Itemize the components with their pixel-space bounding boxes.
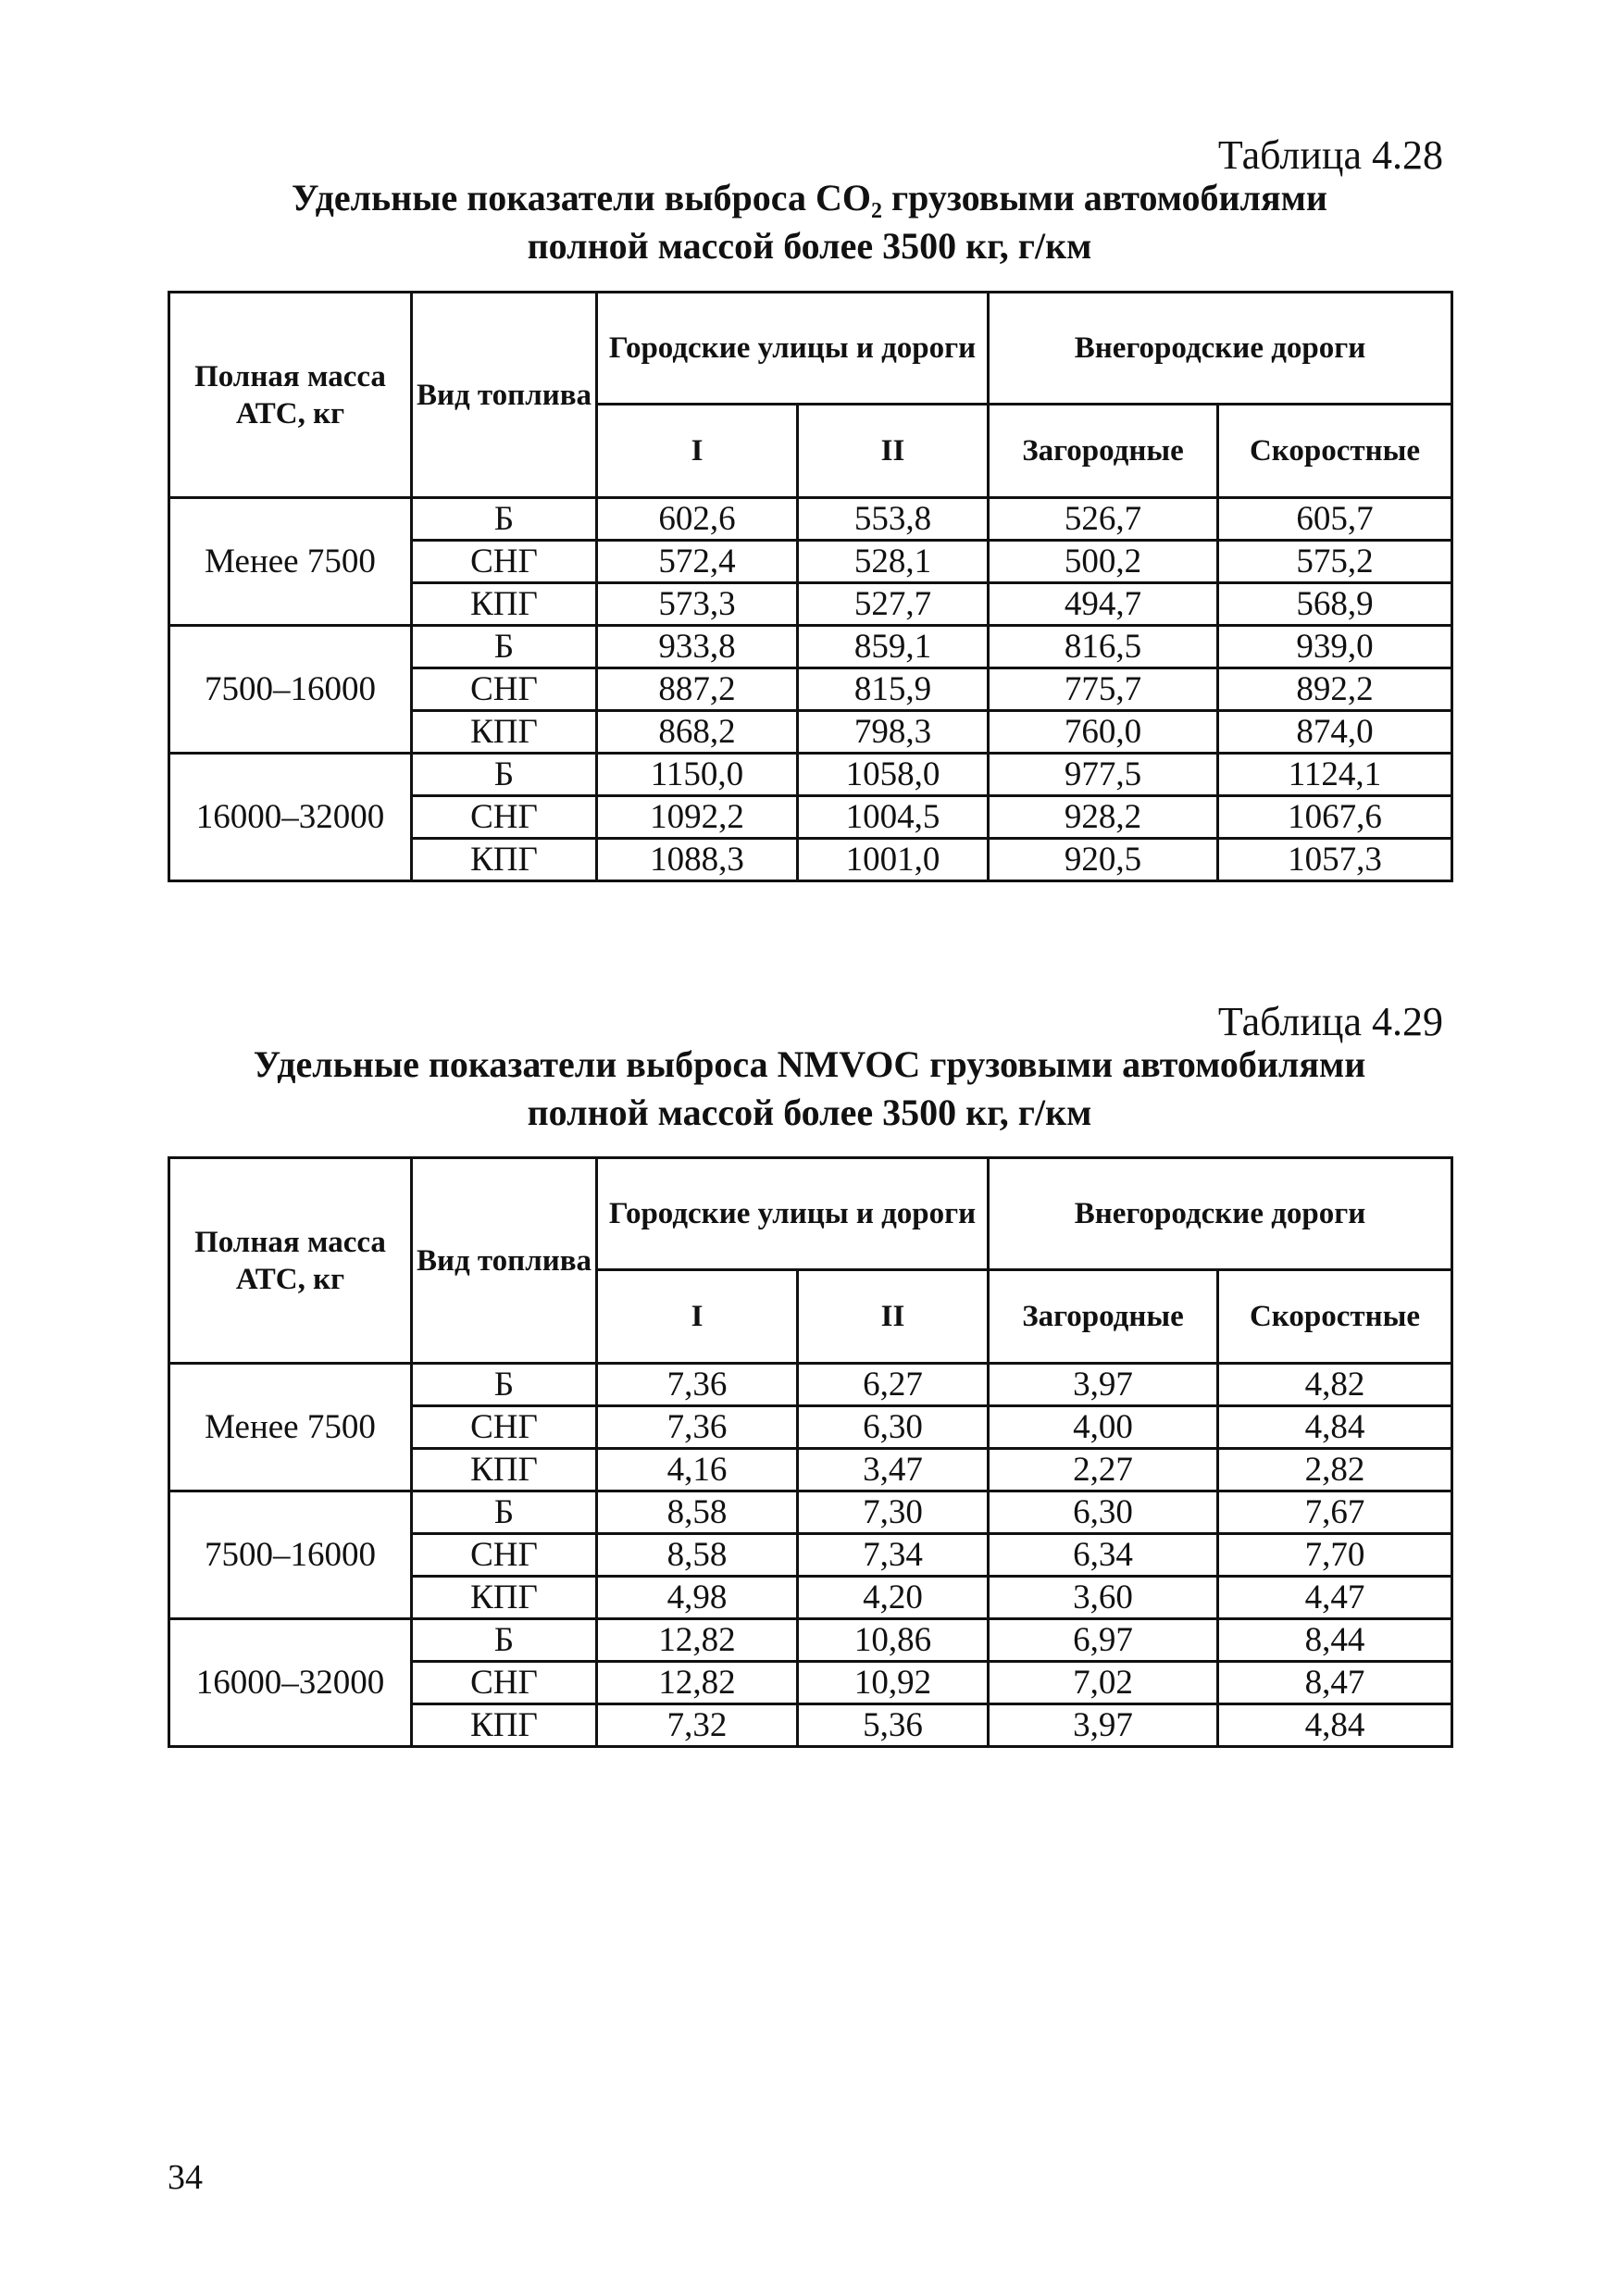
value-cell: 4,82 <box>1218 1364 1452 1406</box>
value-cell: 7,36 <box>597 1406 798 1449</box>
value-cell: 859,1 <box>798 626 989 668</box>
value-cell: 6,30 <box>989 1491 1218 1534</box>
value-cell: 892,2 <box>1218 668 1452 711</box>
value-cell: 3,97 <box>989 1704 1218 1747</box>
header-city-2: II <box>798 1270 989 1364</box>
header-city-2: II <box>798 405 989 498</box>
value-cell: 7,36 <box>597 1364 798 1406</box>
value-cell: 7,30 <box>798 1491 989 1534</box>
value-cell: 798,3 <box>798 711 989 754</box>
value-cell: 553,8 <box>798 498 989 541</box>
value-cell: 7,67 <box>1218 1491 1452 1534</box>
fuel-cell: КПГ <box>412 1704 597 1747</box>
fuel-cell: СНГ <box>412 1534 597 1577</box>
value-cell: 2,82 <box>1218 1449 1452 1491</box>
fuel-cell: КПГ <box>412 711 597 754</box>
value-cell: 3,60 <box>989 1577 1218 1619</box>
fuel-cell: Б <box>412 1619 597 1662</box>
value-cell: 12,82 <box>597 1619 798 1662</box>
fuel-cell: Б <box>412 626 597 668</box>
value-cell: 887,2 <box>597 668 798 711</box>
header-country: Загородные <box>989 405 1218 498</box>
header-fuel: Вид топлива <box>412 293 597 498</box>
value-cell: 1092,2 <box>597 796 798 839</box>
value-cell: 3,97 <box>989 1364 1218 1406</box>
value-cell: 816,5 <box>989 626 1218 668</box>
value-cell: 527,7 <box>798 583 989 626</box>
value-cell: 933,8 <box>597 626 798 668</box>
header-fuel: Вид топлива <box>412 1158 597 1364</box>
value-cell: 572,4 <box>597 541 798 583</box>
value-cell: 775,7 <box>989 668 1218 711</box>
value-cell: 7,02 <box>989 1662 1218 1704</box>
value-cell: 2,27 <box>989 1449 1218 1491</box>
value-cell: 1088,3 <box>597 839 798 881</box>
value-cell: 1057,3 <box>1218 839 1452 881</box>
value-cell: 1058,0 <box>798 754 989 796</box>
value-cell: 7,34 <box>798 1534 989 1577</box>
header-suburban: Внегородские дороги <box>989 1158 1452 1270</box>
fuel-cell: КПГ <box>412 583 597 626</box>
fuel-cell: КПГ <box>412 839 597 881</box>
emission-table <box>168 291 1453 882</box>
value-cell: 4,00 <box>989 1406 1218 1449</box>
table-row <box>169 1491 1452 1534</box>
value-cell: 4,98 <box>597 1577 798 1619</box>
header-mass: Полная масса АТС, кг <box>169 293 412 498</box>
value-cell: 8,58 <box>597 1491 798 1534</box>
value-cell: 6,97 <box>989 1619 1218 1662</box>
fuel-cell: СНГ <box>412 796 597 839</box>
value-cell: 815,9 <box>798 668 989 711</box>
mass-cell: Менее 7500 <box>169 1364 412 1491</box>
fuel-cell: СНГ <box>412 541 597 583</box>
table-label: Таблица 4.28 <box>1217 132 1443 178</box>
value-cell: 4,84 <box>1218 1406 1452 1449</box>
value-cell: 528,1 <box>798 541 989 583</box>
value-cell: 7,32 <box>597 1704 798 1747</box>
value-cell: 8,44 <box>1218 1619 1452 1662</box>
value-cell: 4,84 <box>1218 1704 1452 1747</box>
table-title-line2: полной массой более 3500 кг, г/км <box>527 1092 1092 1133</box>
header-city-1: I <box>597 1270 798 1364</box>
header-mass: Полная масса АТС, кг <box>169 1158 412 1364</box>
value-cell: 605,7 <box>1218 498 1452 541</box>
value-cell: 939,0 <box>1218 626 1452 668</box>
table-title-line2: полной массой более 3500 кг, г/км <box>527 225 1092 267</box>
value-cell: 760,0 <box>989 711 1218 754</box>
table-row <box>169 1619 1452 1662</box>
table-title-line1: Удельные показатели выброса NMVOC грузовыми автомобилями <box>253 1043 1366 1085</box>
fuel-cell: Б <box>412 1491 597 1534</box>
table-title-line1: Удельные показатели выброса CO₂ грузовыми автомобилями <box>292 177 1327 218</box>
fuel-cell: СНГ <box>412 668 597 711</box>
fuel-cell: Б <box>412 754 597 796</box>
fuel-cell: Б <box>412 1364 597 1406</box>
page-number: 34 <box>168 2158 203 2197</box>
value-cell: 6,27 <box>798 1364 989 1406</box>
table-row <box>169 1364 1452 1406</box>
value-cell: 1001,0 <box>798 839 989 881</box>
header-highway: Скоростные <box>1218 405 1452 498</box>
value-cell: 920,5 <box>989 839 1218 881</box>
value-cell: 868,2 <box>597 711 798 754</box>
table-label: Таблица 4.29 <box>1217 999 1443 1044</box>
value-cell: 575,2 <box>1218 541 1452 583</box>
mass-cell: Менее 7500 <box>169 498 412 626</box>
value-cell: 1004,5 <box>798 796 989 839</box>
value-cell: 526,7 <box>989 498 1218 541</box>
value-cell: 10,86 <box>798 1619 989 1662</box>
fuel-cell: СНГ <box>412 1406 597 1449</box>
value-cell: 500,2 <box>989 541 1218 583</box>
table-row <box>169 754 1452 796</box>
value-cell: 1124,1 <box>1218 754 1452 796</box>
value-cell: 4,16 <box>597 1449 798 1491</box>
value-cell: 6,34 <box>989 1534 1218 1577</box>
emission-table <box>168 1156 1453 1748</box>
value-cell: 1067,6 <box>1218 796 1452 839</box>
value-cell: 8,47 <box>1218 1662 1452 1704</box>
table-row <box>169 626 1452 668</box>
value-cell: 12,82 <box>597 1662 798 1704</box>
value-cell: 4,20 <box>798 1577 989 1619</box>
value-cell: 7,70 <box>1218 1534 1452 1577</box>
header-city-1: I <box>597 405 798 498</box>
value-cell: 8,58 <box>597 1534 798 1577</box>
fuel-cell: СНГ <box>412 1662 597 1704</box>
fuel-cell: КПГ <box>412 1449 597 1491</box>
value-cell: 874,0 <box>1218 711 1452 754</box>
fuel-cell: КПГ <box>412 1577 597 1619</box>
value-cell: 602,6 <box>597 498 798 541</box>
header-suburban: Внегородские дороги <box>989 293 1452 405</box>
value-cell: 3,47 <box>798 1449 989 1491</box>
value-cell: 4,47 <box>1218 1577 1452 1619</box>
header-city: Городские улицы и дороги <box>597 1158 989 1270</box>
value-cell: 5,36 <box>798 1704 989 1747</box>
value-cell: 573,3 <box>597 583 798 626</box>
mass-cell: 7500–16000 <box>169 1491 412 1619</box>
header-city: Городские улицы и дороги <box>597 293 989 405</box>
value-cell: 10,92 <box>798 1662 989 1704</box>
value-cell: 494,7 <box>989 583 1218 626</box>
value-cell: 568,9 <box>1218 583 1452 626</box>
value-cell: 928,2 <box>989 796 1218 839</box>
mass-cell: 7500–16000 <box>169 626 412 754</box>
value-cell: 977,5 <box>989 754 1218 796</box>
header-country: Загородные <box>989 1270 1218 1364</box>
fuel-cell: Б <box>412 498 597 541</box>
header-highway: Скоростные <box>1218 1270 1452 1364</box>
mass-cell: 16000–32000 <box>169 1619 412 1747</box>
table-row <box>169 498 1452 541</box>
value-cell: 1150,0 <box>597 754 798 796</box>
mass-cell: 16000–32000 <box>169 754 412 881</box>
value-cell: 6,30 <box>798 1406 989 1449</box>
